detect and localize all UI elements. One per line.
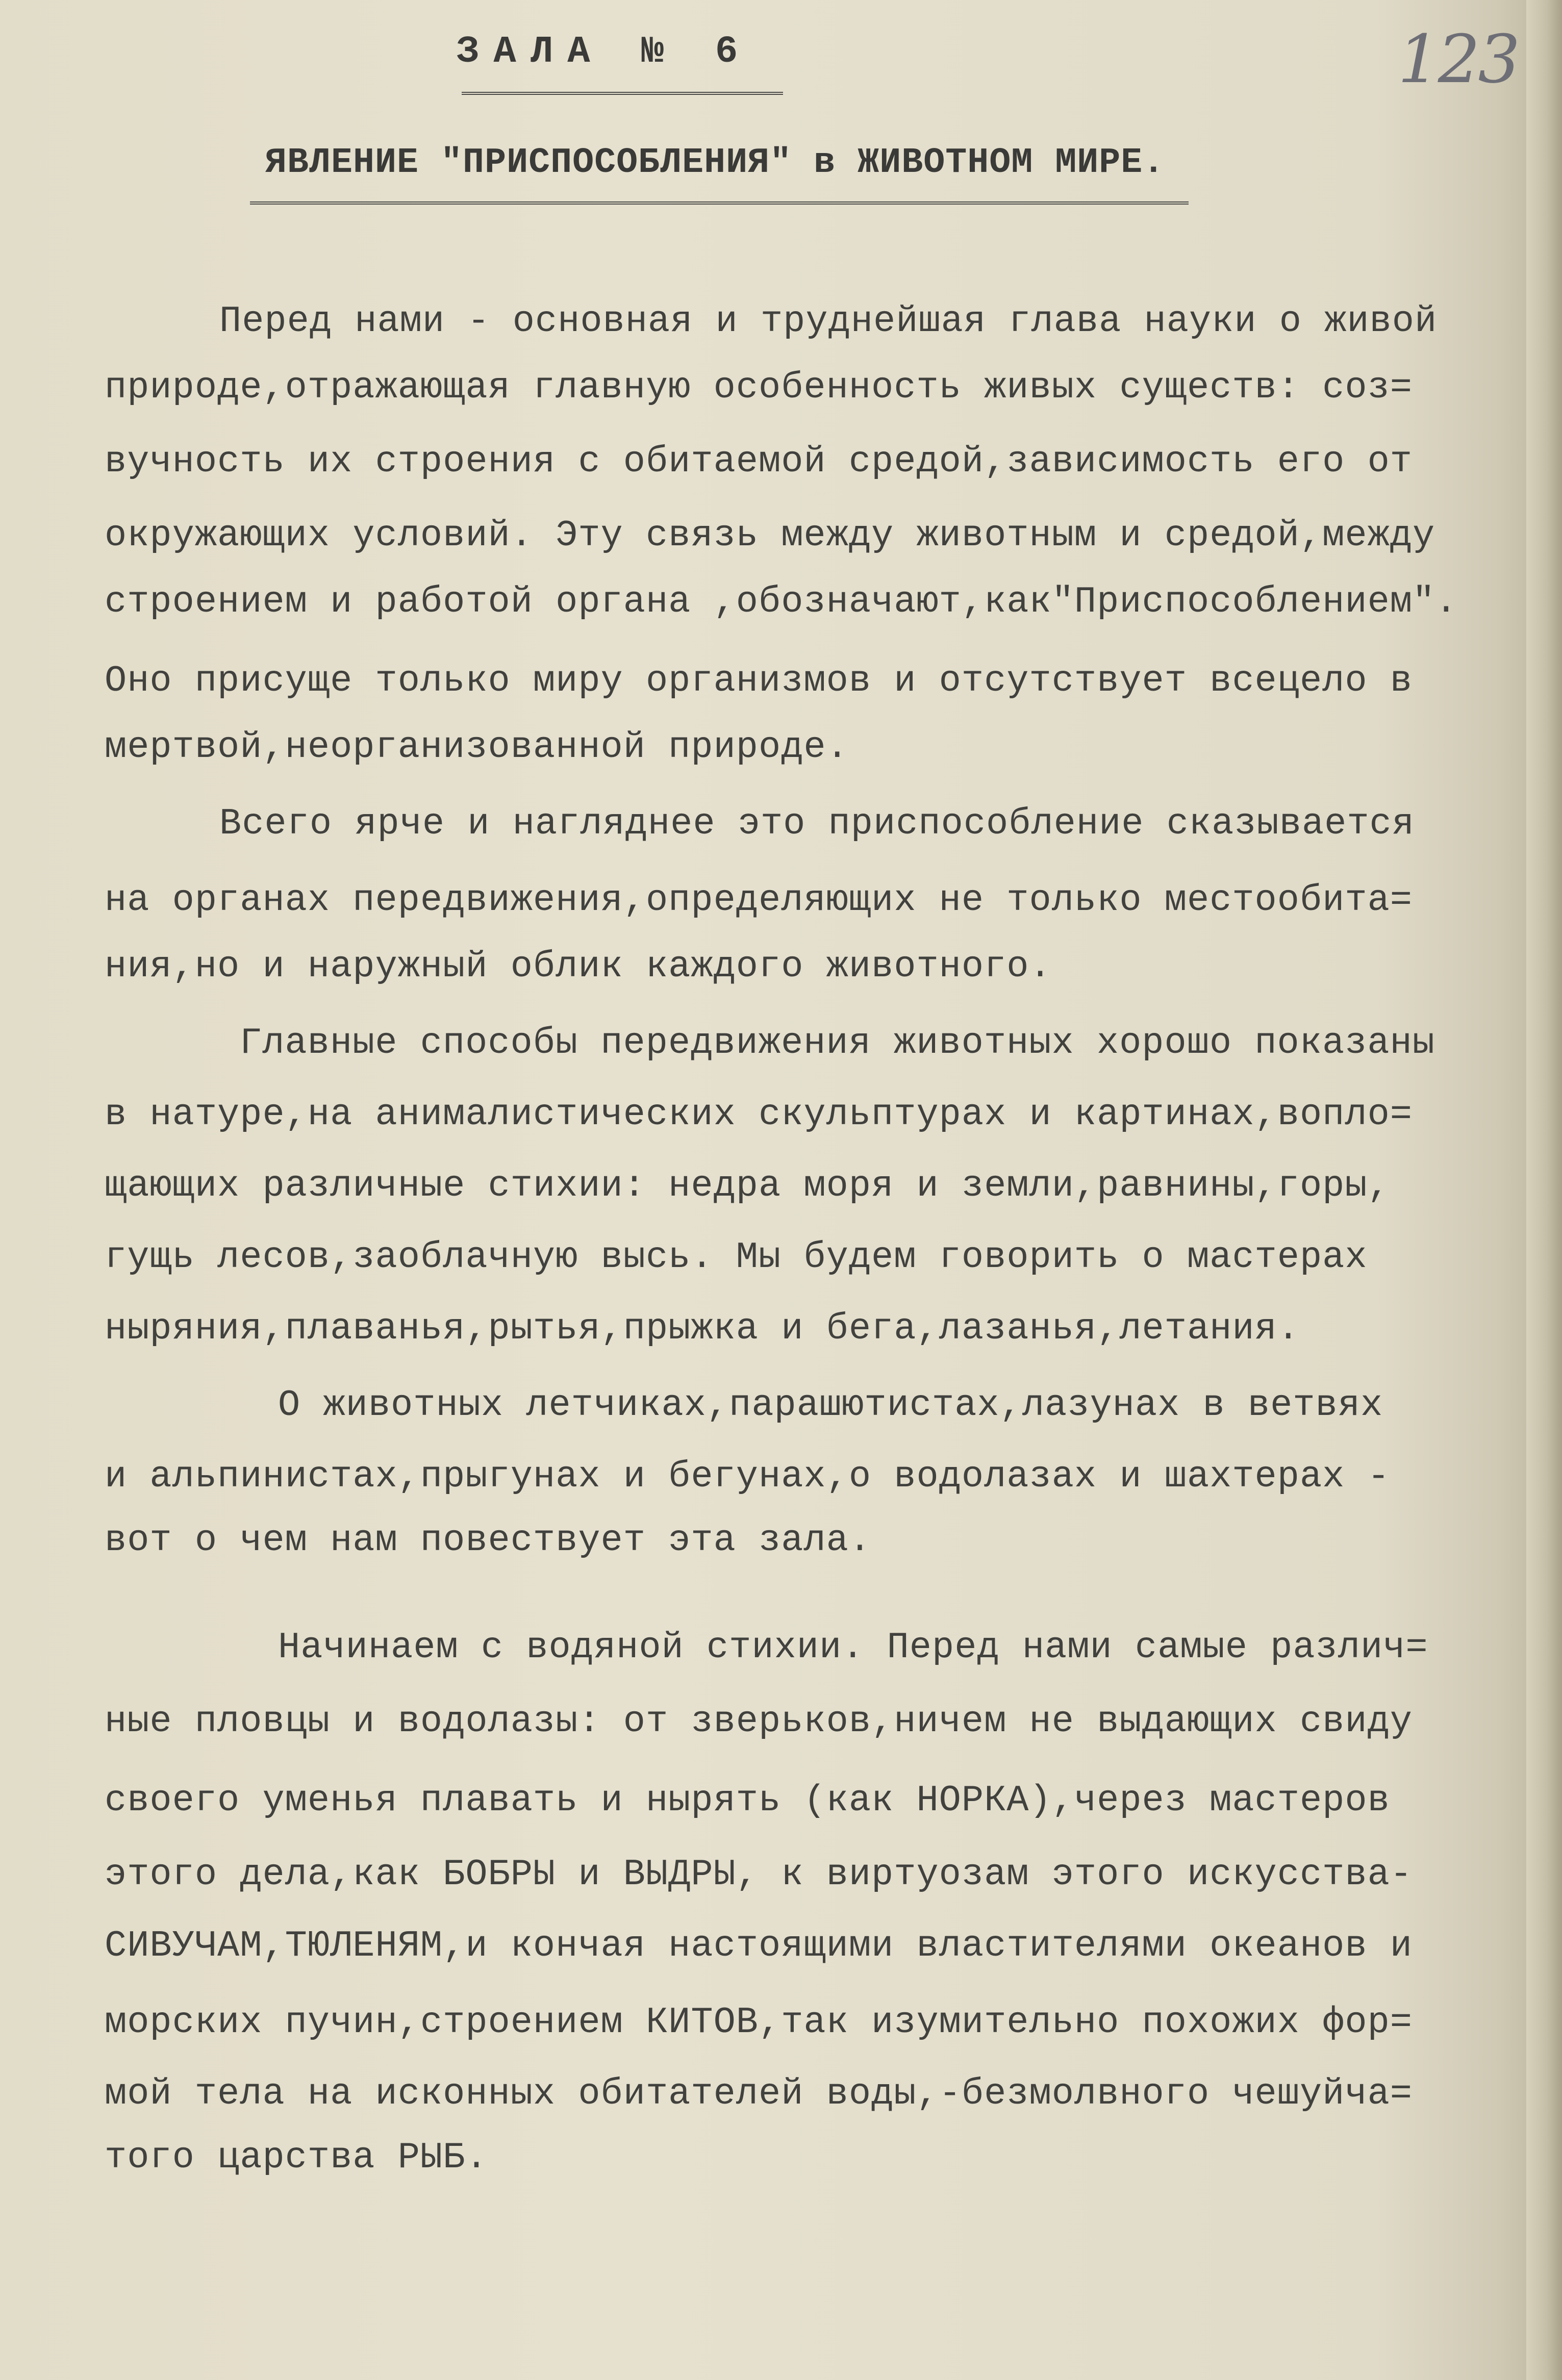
hall-heading: ЗАЛА № 6 — [457, 31, 752, 73]
text-line: СИВУЧАМ,ТЮЛЕНЯМ,и кончая настоящими властителями океанов и — [105, 1925, 1413, 1967]
text-line: этого дела,как БОБРЫ и ВЫДРЫ, к виртуозам этого искусства- — [105, 1854, 1413, 1895]
text-line: ные пловцы и водолазы: от зверьков,ничем не выдающих свиду — [105, 1701, 1413, 1742]
text-line: щающих различные стихии: недра моря и земли,равнины,горы, — [105, 1165, 1390, 1207]
text-line: своего уменья плавать и нырять (как НОРКА),через мастеров — [105, 1780, 1390, 1821]
text-line: морских пучин,строением КИТОВ,так изумительно похожих фор= — [105, 2002, 1413, 2043]
text-line: гущь лесов,заоблачную высь. Мы будем говорить о мастерах — [105, 1236, 1368, 1278]
text-line: ныряния,плаванья,рытья,прыжка и бега,лазанья,летания. — [105, 1308, 1300, 1350]
text-line: и альпинистах,прыгунах и бегунах,о водолазах и шахтерах - — [105, 1456, 1390, 1498]
text-line: вучность их строения с обитаемой средой,зависимость его от — [105, 441, 1413, 483]
title-underline — [250, 201, 1189, 205]
text-line: вот о чем нам повествует эта зала. — [105, 1520, 872, 1561]
text-line: Перед нами - основная и труднейшая глава науки о живой — [219, 300, 1438, 342]
text-line: окружающих условий. Эту связь между животным и средой,между — [105, 515, 1435, 556]
page-edge — [1526, 0, 1562, 2380]
text-line: на органах передвижения,определяющих не только местообита= — [105, 879, 1413, 921]
text-line: ния,но и наружный облик каждого животного. — [105, 946, 1052, 988]
text-line: того царства РЫБ. — [105, 2137, 488, 2179]
text-line: строением и работой органа ,обозначают,как"Приспособлением". — [105, 581, 1458, 623]
text-line: природе,отражающая главную особенность живых существ: соз= — [105, 367, 1413, 409]
text-line: Оно присуще только миру организмов и отсутствует всецело в — [105, 660, 1413, 702]
text-line: мой тела на исконных обитателей воды,-безмолвного чешуйча= — [105, 2073, 1413, 2115]
page-number: 123 — [1398, 20, 1519, 98]
text-line: Начинаем с водяной стихии. Перед нами самые различ= — [278, 1627, 1428, 1668]
heading-underline — [462, 92, 783, 95]
text-line: Главные способы передвижения животных хорошо показаны — [240, 1022, 1435, 1064]
text-line: в натуре,на анималистических скульптурах и картинах,вопло= — [105, 1094, 1413, 1135]
text-line: О животных летчиках,парашютистах,лазунах в ветвях — [278, 1384, 1383, 1426]
text-line: Всего ярче и нагляднее это приспособление сказывается — [219, 803, 1415, 845]
text-line: мертвой,неорганизованной природе. — [105, 726, 849, 768]
document-title: ЯВЛЕНИЕ "ПРИСПОСОБЛЕНИЯ" в ЖИВОТНОМ МИРЕ. — [265, 143, 1165, 183]
